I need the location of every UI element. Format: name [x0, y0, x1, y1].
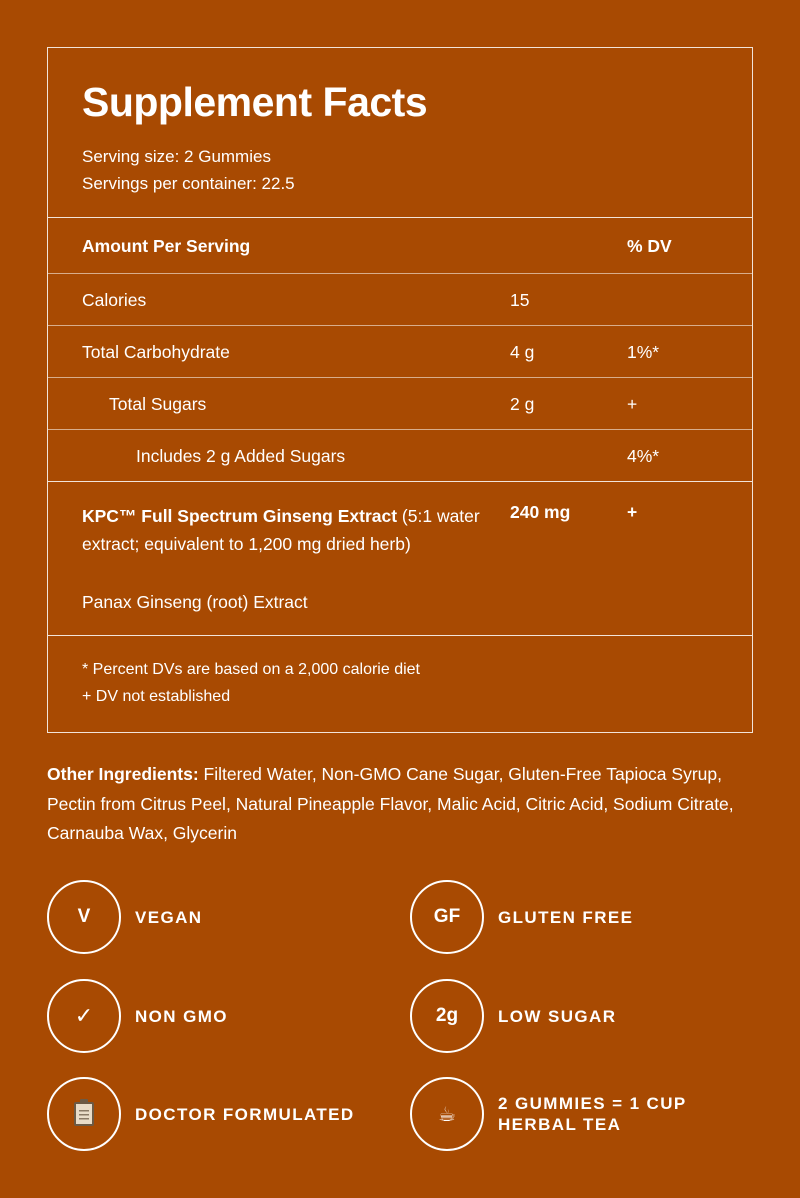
- badge-label: GLUTEN FREE: [498, 907, 634, 927]
- nutrient-dv: 1%*: [627, 342, 660, 362]
- badge-label-line2: HERBAL TEA: [498, 1115, 622, 1134]
- badge-gluten-free: [410, 880, 633, 954]
- footnote-dv-basis: * Percent DVs are based on a 2,000 calorie diet: [82, 661, 420, 678]
- servings-per-container: Servings per container: 22.5: [82, 174, 295, 193]
- dv-header-label: % DV: [627, 236, 672, 256]
- ginseng-extract-row: [48, 482, 752, 636]
- other-ingredients: [47, 760, 757, 849]
- extract-dv: +: [627, 502, 638, 522]
- nutrient-row-calories: [48, 274, 752, 326]
- serving-info: [82, 143, 752, 197]
- nutrient-amount: 2 g: [510, 394, 535, 414]
- vegan-icon: V: [47, 880, 121, 954]
- badge-label: DOCTOR FORMULATED: [135, 1104, 355, 1124]
- footnote-dv-not-established: + DV not established: [82, 688, 231, 705]
- clipboard-icon: [47, 1077, 121, 1151]
- footnotes: [48, 636, 752, 710]
- nutrient-dv: +: [627, 394, 638, 414]
- serving-size: Serving size: 2 Gummies: [82, 147, 271, 166]
- nutrient-name: Total Sugars: [109, 394, 207, 414]
- badge-low-sugar: [410, 979, 616, 1053]
- nutrient-row-added-sugars: [48, 430, 752, 482]
- extract-detail: (5:1 water extract; equivalent to 1,200 mg dried herb): [82, 506, 480, 554]
- badge-doctor-formulated: [47, 1077, 355, 1151]
- nutrient-row-total-sugars: [48, 378, 752, 430]
- badge-label: NON GMO: [135, 1006, 228, 1026]
- clipboard-glyph: [74, 1102, 94, 1126]
- extract-name: KPC™ Full Spectrum Ginseng Extract: [82, 506, 398, 526]
- gluten-free-icon: GF: [410, 880, 484, 954]
- nutrient-name: Includes 2 g Added Sugars: [136, 446, 346, 466]
- nutrient-name: Total Carbohydrate: [82, 342, 230, 362]
- nutrient-name: Calories: [82, 290, 147, 310]
- nutrient-row-total-carbohydrate: [48, 326, 752, 378]
- amount-header-row: [48, 218, 752, 274]
- badge-vegan: [47, 880, 202, 954]
- check-glyph: ✓: [74, 1003, 94, 1028]
- extract-amount: 240 mg: [510, 502, 571, 522]
- badge-non-gmo: [47, 979, 228, 1053]
- nutrient-dv: 4%*: [627, 446, 660, 466]
- nutrient-amount: 15: [510, 290, 530, 310]
- badge-label-line1: 2 GUMMIES = 1 CUP: [498, 1094, 687, 1113]
- badge-label: LOW SUGAR: [498, 1006, 617, 1026]
- ingredients-label: Other Ingredients:: [47, 764, 199, 784]
- cup-glyph: ☕: [438, 1103, 456, 1126]
- nutrient-amount: 4 g: [510, 342, 535, 362]
- facts-title: Supplement Facts: [82, 79, 428, 125]
- badge-herbal-tea: [410, 1077, 687, 1151]
- extract-source: Panax Ginseng (root) Extract: [82, 592, 308, 612]
- ingredients-text: Filtered Water, Non-GMO Cane Sugar, Gluten-Free Tapioca Syrup, Pectin from Citrus Peel, Natural Pineapple Flavor, Malic Acid, Citric Acid, Sodium Citrate, Carnauba Wax, Glycerin: [47, 764, 734, 843]
- extract-description: [82, 502, 502, 558]
- badge-label: [498, 1093, 687, 1135]
- low-sugar-icon: 2g: [410, 979, 484, 1053]
- supplement-facts-panel: [47, 47, 753, 733]
- check-icon: [47, 979, 121, 1053]
- amount-per-serving-label: Amount Per Serving: [82, 236, 251, 256]
- badge-label: VEGAN: [135, 907, 203, 927]
- facts-header: [48, 48, 752, 218]
- tea-cup-icon: [410, 1077, 484, 1151]
